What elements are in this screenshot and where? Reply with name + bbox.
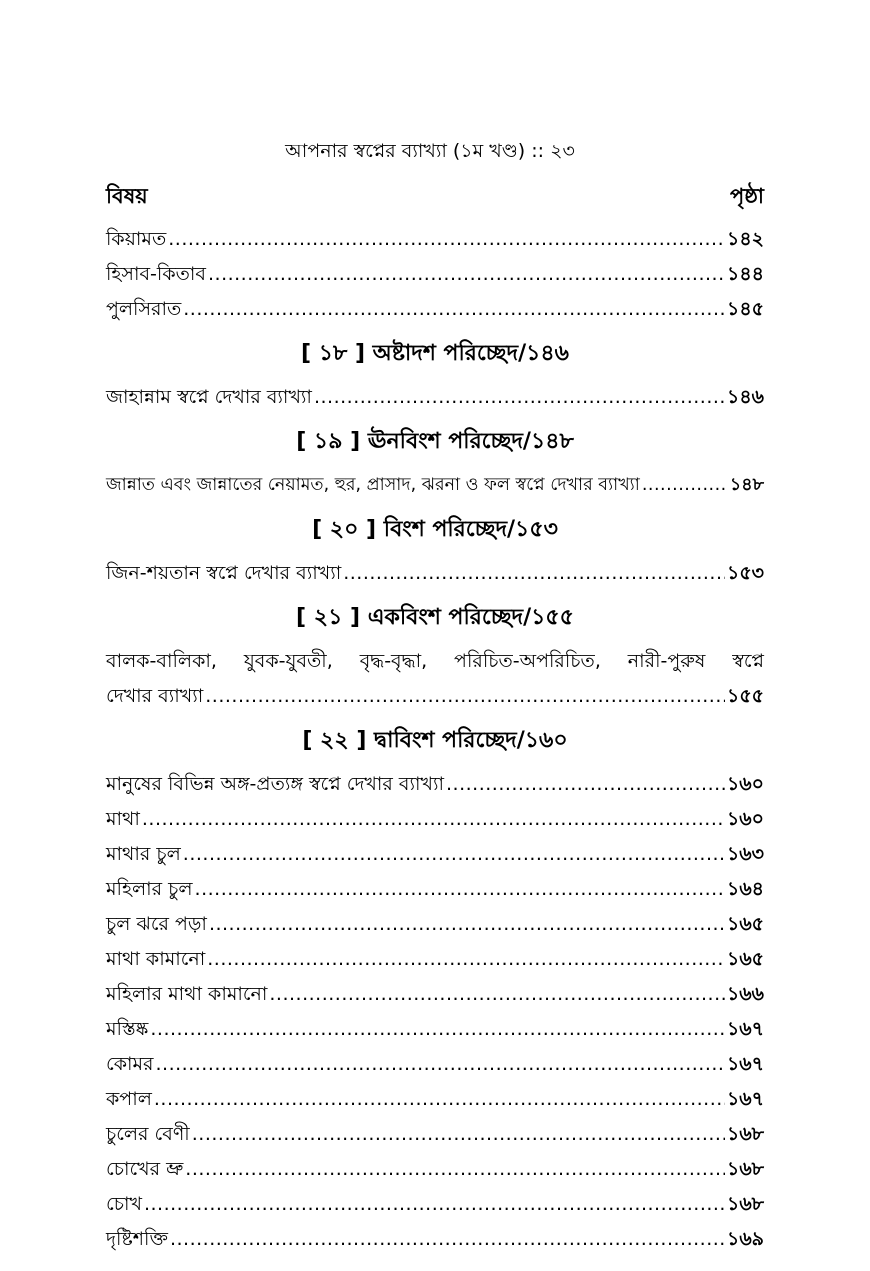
toc-entry-title: চুলের বেণী xyxy=(106,1123,190,1145)
toc-entry-title: মাথার চুল xyxy=(106,843,181,865)
toc-entry-page: ১৪৪ xyxy=(727,263,764,285)
toc-entry-last-line xyxy=(106,679,764,714)
toc-entry[interactable] xyxy=(106,907,764,942)
toc-entry-page: ১৬৯ xyxy=(726,1228,764,1250)
leader-dots xyxy=(183,292,725,327)
toc-entry-page: ১৪৮ xyxy=(729,475,764,495)
toc-entry[interactable] xyxy=(106,292,764,327)
toc-entry-page: ১৬৮ xyxy=(726,1158,764,1180)
toc-entry-title: মস্তিষ্ক xyxy=(106,1018,149,1040)
chapter-heading: [ ২২ ] দ্বাবিংশ পরিচ্ছেদ/১৬০ xyxy=(302,728,568,753)
toc-entry-page: ১৬৭ xyxy=(726,1018,764,1040)
leader-dots xyxy=(343,556,725,591)
toc-entry-multiline[interactable] xyxy=(106,644,764,714)
running-header: আপনার স্বপ্নের ব্যাখ্যা (১ম খণ্ড) :: ২৩ xyxy=(285,140,575,162)
toc-entry-page: ১৬৮ xyxy=(726,1193,764,1215)
toc-entry[interactable] xyxy=(106,257,764,292)
leader-dots xyxy=(183,837,725,872)
toc-entry[interactable] xyxy=(106,802,764,837)
toc-entry[interactable] xyxy=(106,380,764,415)
toc-entry-page: ১৬৭ xyxy=(726,1053,764,1075)
toc-entry-page: ১৬৩ xyxy=(726,843,764,865)
leader-dots xyxy=(192,1117,725,1152)
toc-entry-title: মাথা xyxy=(106,808,140,830)
toc-entry-title: কোমর xyxy=(106,1053,154,1075)
column-headers xyxy=(106,170,764,222)
toc-entry-title: চোখ xyxy=(106,1193,142,1215)
toc-entry-title: কিয়ামত xyxy=(106,228,167,250)
toc-entry[interactable] xyxy=(106,1012,764,1047)
toc-page xyxy=(106,132,764,1257)
title-word: স্বপ্নে xyxy=(732,650,764,672)
page-column-label: পৃষ্ঠা xyxy=(729,184,764,208)
toc-entry-title: মানুষের বিভিন্ন অঙ্গ-প্রত্যঙ্গ স্বপ্নে দেখার ব্যাখ্যা xyxy=(106,773,444,795)
toc-entry[interactable] xyxy=(106,468,764,503)
leader-dots xyxy=(269,977,725,1012)
chapter-entries xyxy=(106,767,764,1257)
toc-entry-page: ১৬৮ xyxy=(726,1123,764,1145)
title-word: যুবক-যুবতী, xyxy=(243,650,333,672)
leader-dots xyxy=(209,907,725,942)
leader-dots xyxy=(205,679,725,714)
toc-entry-page: ১৬৫ xyxy=(726,948,764,970)
leader-dots xyxy=(185,1152,725,1187)
leader-dots xyxy=(142,802,725,837)
leader-dots xyxy=(446,767,725,802)
chapter-heading: [ ১৮ ] অষ্টাদশ পরিচ্ছেদ/১৪৬ xyxy=(301,341,569,366)
toc-entry-page: ১৪৫ xyxy=(727,298,764,320)
toc-entry[interactable] xyxy=(106,556,764,591)
leader-dots xyxy=(314,380,725,415)
leader-dots xyxy=(207,942,725,977)
toc-entry[interactable] xyxy=(106,222,764,257)
title-word: বালক-বালিকা, xyxy=(106,650,217,672)
toc-entry-title: কপাল xyxy=(106,1088,152,1110)
chapter-heading: [ ২১ ] একবিংশ পরিচ্ছেদ/১৫৫ xyxy=(296,605,574,630)
chapter-heading: [ ১৯ ] ঊনবিংশ পরিচ্ছেদ/১৪৮ xyxy=(296,429,574,454)
toc-entry-page: ১৬০ xyxy=(726,808,764,830)
leader-dots xyxy=(144,1187,725,1222)
leader-dots xyxy=(642,468,728,503)
toc-entry-page: ১৬০ xyxy=(726,773,764,795)
leader-dots xyxy=(170,1222,725,1257)
toc-entry-page: ১৬৭ xyxy=(726,1088,764,1110)
leader-dots xyxy=(208,257,725,292)
toc-entry-title: চুল ঝরে পড়া xyxy=(106,913,207,935)
toc-entry[interactable] xyxy=(106,1117,764,1152)
toc-entry-title: দেখার ব্যাখ্যা xyxy=(106,685,204,707)
toc-entry-title: মাথা কামানো xyxy=(106,948,206,970)
toc-entry-title: দৃষ্টিশক্তি xyxy=(106,1228,168,1250)
leader-dots xyxy=(168,222,725,257)
toc-entry[interactable] xyxy=(106,1222,764,1257)
toc-entry-title: জিন-শয়তান স্বপ্নে দেখার ব্যাখ্যা xyxy=(106,562,342,584)
toc-entry-page: ১৬৫ xyxy=(726,913,764,935)
toc-entry[interactable] xyxy=(106,1152,764,1187)
toc-entry-page: ১৫৫ xyxy=(727,685,764,707)
toc-entry-title: জাহান্নাম স্বপ্নে দেখার ব্যাখ্যা xyxy=(106,386,312,408)
title-word: নারী-পুরুষ xyxy=(627,650,706,672)
toc-entry[interactable] xyxy=(106,1047,764,1082)
subject-column-label: বিষয় xyxy=(106,184,148,208)
leader-dots xyxy=(154,1082,725,1117)
toc-entry-title: মহিলার মাথা কামানো xyxy=(106,983,268,1005)
leader-dots xyxy=(150,1012,725,1047)
toc-entry[interactable] xyxy=(106,942,764,977)
toc-entry-page: ১৬৬ xyxy=(726,983,764,1005)
toc-entry[interactable] xyxy=(106,977,764,1012)
toc-entry-title: হিসাব-কিতাব xyxy=(106,263,206,285)
toc-entry-page: ১৪৬ xyxy=(726,386,764,408)
toc-entry[interactable] xyxy=(106,1187,764,1222)
toc-entry-page: ১৬৪ xyxy=(726,878,764,900)
title-word: পরিচিত-অপরিচিত, xyxy=(454,650,601,672)
leader-dots xyxy=(156,1047,725,1082)
toc-entry[interactable] xyxy=(106,837,764,872)
toc-entry-title: পুলসিরাত xyxy=(106,298,182,320)
toc-entry-title: চোখের ভ্রু xyxy=(106,1158,184,1180)
toc-entry-page: ১৫৩ xyxy=(726,562,764,584)
toc-entry-page: ১৪২ xyxy=(726,228,764,250)
leader-dots xyxy=(195,872,725,907)
chapter-heading: [ ২০ ] বিংশ পরিচ্ছেদ/১৫৩ xyxy=(312,517,558,542)
toc-entry-title-line xyxy=(106,644,764,679)
toc-entry-title: মহিলার চুল xyxy=(106,878,193,900)
toc-entry[interactable] xyxy=(106,872,764,907)
toc-entry-title: জান্নাত এবং জান্নাতের নেয়ামত, হুর, প্রাসাদ, ঝরনা ও ফল স্বপ্নে দেখার ব্যাখ্যা xyxy=(106,475,640,495)
toc-entry[interactable] xyxy=(106,1082,764,1117)
toc-entry[interactable] xyxy=(106,767,764,802)
title-word: বৃদ্ধ-বৃদ্ধা, xyxy=(359,650,428,672)
